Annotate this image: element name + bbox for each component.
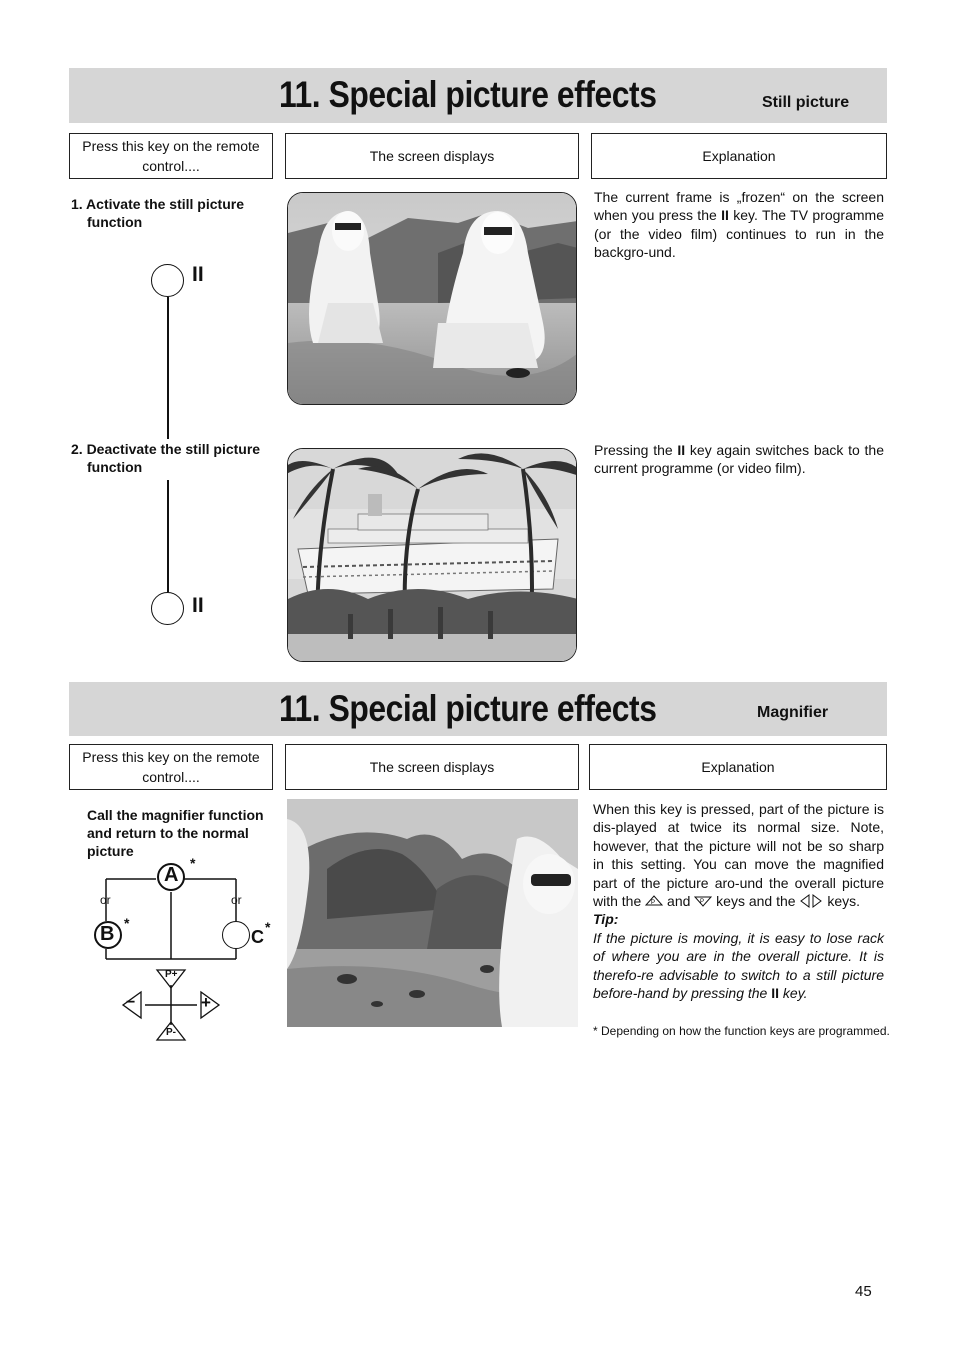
still-key-button-2[interactable] xyxy=(151,592,184,625)
tip-key: II xyxy=(771,985,780,1002)
magnifier-step-label xyxy=(87,806,272,860)
mag-expl-text-b: keys and the xyxy=(712,893,800,910)
still-key-label-2: II xyxy=(192,594,204,617)
step1-text: 1. Activate the still picture function xyxy=(71,196,244,230)
tip-end: key. xyxy=(779,985,808,1002)
button-b-label: B xyxy=(100,923,115,945)
desert-photo xyxy=(287,192,577,405)
footnote: * Depending on how the function keys are programmed. xyxy=(593,1024,890,1038)
or-label-right: or xyxy=(231,893,242,907)
mag-expl-and: and xyxy=(663,893,695,910)
section2-title: 11. Special picture effects xyxy=(279,688,657,729)
plus-key[interactable]: + xyxy=(201,993,211,1012)
left-right-arrows-icon xyxy=(799,894,823,908)
still-key-label-1: II xyxy=(192,263,204,286)
section1-banner xyxy=(69,68,887,123)
header2-explanation xyxy=(589,744,887,790)
button-c[interactable] xyxy=(222,921,250,949)
page-number: 45 xyxy=(855,1283,872,1300)
magnifier-step-text: Call the magnifier function and return to the normal picture xyxy=(87,807,264,859)
button-c-label: C xyxy=(251,927,264,947)
p-minus-icon xyxy=(694,895,712,907)
step1-label xyxy=(71,195,277,231)
ship-palms-photo xyxy=(287,448,577,662)
step2-text: 2. Deactivate the still picture function xyxy=(71,441,261,475)
header-screen-label: The screen displays xyxy=(369,148,495,164)
button-a-label: A xyxy=(164,864,179,886)
still-key-button-1[interactable] xyxy=(151,264,184,297)
connector-line-1 xyxy=(167,297,169,439)
tip-text: If the picture is moving, it is easy to lose rack of where you are in the overall picture. It is therefo-re advisable to switch to a still picture before-hand by pressing the xyxy=(593,929,884,1002)
header-remote-key-label: Press this key on the remote control.... xyxy=(82,138,260,174)
button-b-asterisk: * xyxy=(124,915,130,931)
header2-explanation-label: Explanation xyxy=(701,759,775,775)
mag-expl-text-c: keys. xyxy=(823,893,861,910)
p-plus-icon xyxy=(645,895,663,907)
svg-text:P: P xyxy=(651,900,656,907)
header2-screen-label: The screen displays xyxy=(369,759,495,775)
tip-heading: Tip: xyxy=(593,911,619,928)
section2-subtitle: Magnifier xyxy=(757,704,829,721)
or-label-left: or xyxy=(100,893,111,907)
magnifier-key-diagram xyxy=(95,855,271,1050)
explanation-1 xyxy=(594,188,884,262)
button-c-asterisk: * xyxy=(265,919,271,935)
magnified-desert-photo xyxy=(287,799,578,1027)
magnifier-explanation xyxy=(593,800,884,1002)
expl1-text-b: key. The TV programme (or the video film) continues to run in the backgro-und. xyxy=(594,207,884,261)
header2-remote-key xyxy=(69,744,273,790)
header-remote-key xyxy=(69,133,273,179)
header-screen xyxy=(285,133,579,179)
section1-title: 11. Special picture effects xyxy=(279,74,657,115)
section2-banner xyxy=(69,682,887,736)
expl2-text-a: Pressing the xyxy=(594,442,678,458)
section1-subtitle: Still picture xyxy=(762,94,850,111)
step2-label xyxy=(71,440,287,476)
header2-remote-key-label: Press this key on the remote control.... xyxy=(82,749,260,785)
expl1-text-a: The current frame is „frozen“ on the screen when you press the xyxy=(594,189,884,224)
minus-key[interactable]: − xyxy=(126,994,136,1011)
header-explanation xyxy=(591,133,887,179)
p-minus-key[interactable]: P- xyxy=(166,1027,176,1038)
expl1-key: II xyxy=(721,207,729,224)
connector-line-2 xyxy=(167,480,169,592)
button-a-asterisk: * xyxy=(190,855,196,871)
svg-text:P: P xyxy=(700,899,705,906)
explanation-2 xyxy=(594,441,884,478)
header-explanation-label: Explanation xyxy=(702,148,776,164)
p-plus-key[interactable]: P+ xyxy=(165,969,178,980)
header2-screen xyxy=(285,744,579,790)
expl2-key: II xyxy=(677,442,686,458)
expl2-text-b: key again switches back to the current programme (or video film). xyxy=(594,442,884,477)
mag-expl-text-a: When this key is pressed, part of the picture is dis-played at twice its normal size. Note, however, that the picture will not be so sharp in this setting. You can move the magnified part of the picture aro-und the overall picture with the xyxy=(593,801,884,910)
